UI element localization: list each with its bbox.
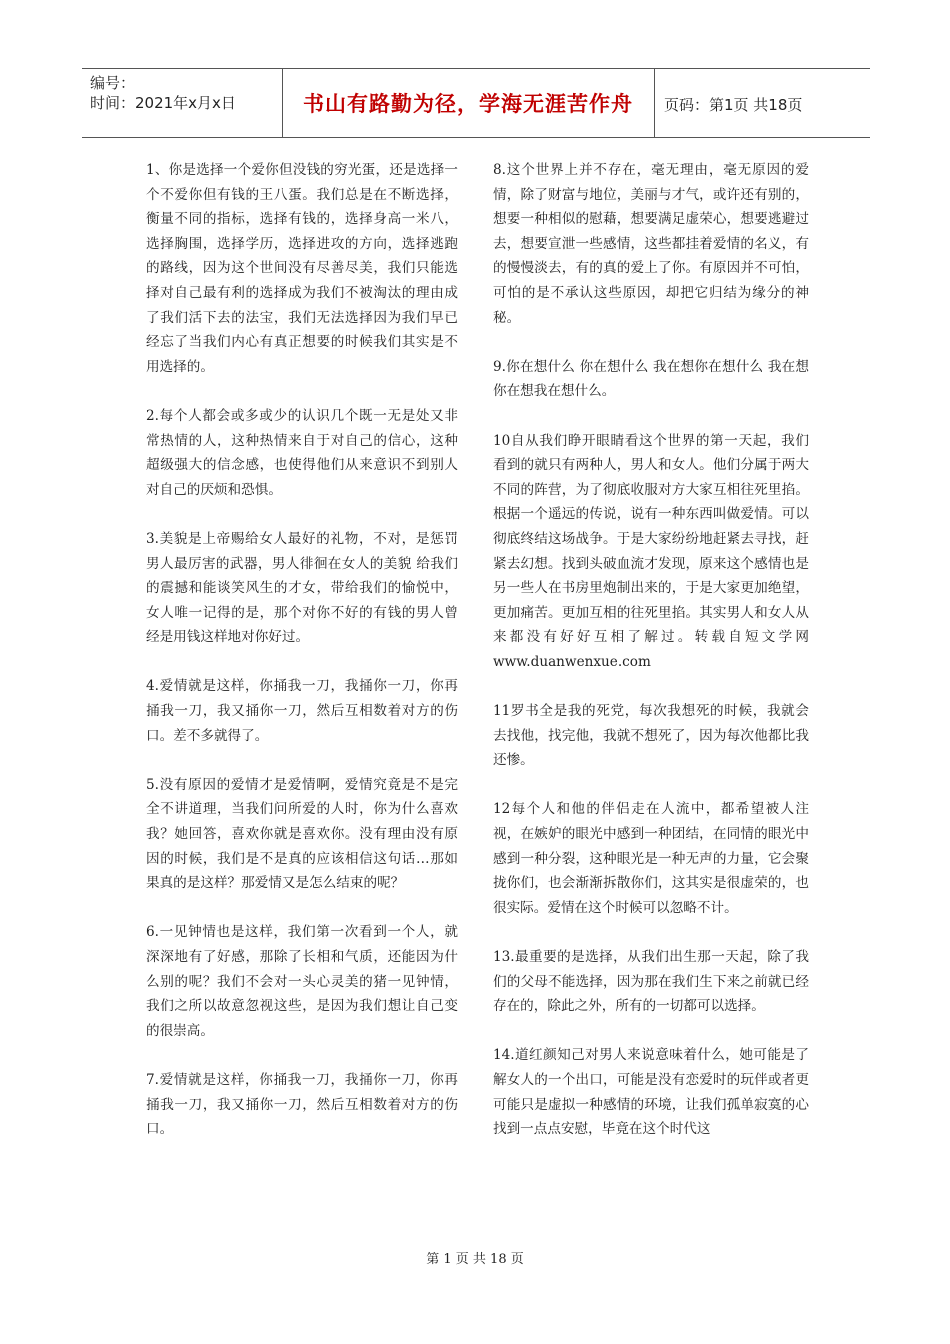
paragraph: 11罗书全是我的死党，每次我想死的时候，我就会去找他，找完他，我就不想死了，因为每次他都比我还惨。 <box>493 703 809 769</box>
paragraph: 1、你是选择一个爱你但没钱的穷光蛋，还是选择一个不爱你但有钱的王八蛋。我们总是在不断选择，衡量不同的指标，选择有钱的，选择身高一米八，选择胸围，选择学历，选择进攻的方向，选择逃跑的路线，因为这个世间没有尽善尽美，我们只能选择对自己最有利的选择成为我们不被淘汰的理由成了我们活下去的法宝，我们无法选择因为我们早已经忘了当我们内心有真正想要的时候我们其实是不用选择的。 <box>146 162 458 375</box>
paragraph: 6.一见钟情也是这样，我们第一次看到一个人，就深深地有了好感，那除了长相和气质，还能因为什么别的呢？我们不会对一头心灵美的猪一见钟情，我们之所以故意忽视这些，是因为我们想让自己变的很崇高。 <box>146 924 458 1039</box>
paragraph: 13.最重要的是选择，从我们出生那一天起，除了我们的父母不能选择，因为那在我们生下来之前就已经存在的，除此之外，所有的一切都可以选择。 <box>493 949 809 1015</box>
paragraph: 9.你在想什么 你在想什么 我在想你在想什么 我在想你在想我在想什么。 <box>493 358 809 400</box>
paragraph: 12每个人和他的伴侣走在人流中，都希望被人注视，在嫉妒的眼光中感到一种团结，在同情的眼光中感到一种分裂，这种眼光是一种无声的力量，它会聚拢你们，也会渐渐拆散你们，这其实是很虚荣的，也很实际。爱情在这个时候可以忽略不计。 <box>493 801 809 916</box>
paragraph: 3.美貌是上帝赐给女人最好的礼物，不对，是惩罚男人最厉害的武器，男人徘徊在女人的美貌 给我们的震撼和能谈笑风生的才女，带给我们的愉悦中，女人唯一记得的是，那个对你不好的有钱的男人曾经是用钱这样地对你好过。 <box>146 530 458 646</box>
paragraph: 14.道红颜知己对男人来说意味着什么，她可能是了解女人的一个出口，可能是没有恋爱时的玩伴或者更可能只是虚拟一种感情的环境，让我们孤单寂寞的心找到一点点安慰，毕竟在这个时代这 <box>493 1047 809 1138</box>
number-label: 编号： <box>90 74 136 92</box>
header-divider <box>654 69 655 137</box>
paragraph: 2.每个人都会或多或少的认识几个既一无是处又非常热情的人，这种热情来自于对自己的信心，这种超级强大的信念感，也使得他们从来意识不到别人对自己的厌烦和恐惧。 <box>146 407 458 498</box>
paragraph: 5.没有原因的爱情才是爱情啊，爱情究竟是不是完全不讲道理，当我们问所爱的人时，你为什么喜欢我？她回答，喜欢你就是喜欢你。没有理由没有原因的时候，我们是不是真的应该相信这句话…那如果真的是这样？那爱情又是怎么结束的呢？ <box>146 776 458 892</box>
header-meta <box>90 73 236 113</box>
right-column <box>493 158 809 1166</box>
page-label: 页码：第1页 共18页 <box>664 96 803 114</box>
left-column <box>146 158 458 1166</box>
paragraph: 8.这个世界上并不存在，毫无理由，毫无原因的爱情，除了财富与地位，美丽与才气，或许还有别的，想要一种相似的慰藉，想要满足虚荣心，想要逃避过去，想要宣泄一些感情，这些都挂着爱情的名义，有的慢慢淡去，有的真的爱上了你。有原因并不可怕，可怕的是不承认这些原因，却把它归结为缘分的神秘。 <box>493 162 809 326</box>
time-label: 时间：2021年x月x日 <box>90 94 236 112</box>
header-table <box>82 68 870 138</box>
page-footer: 第 1 页 共 18 页 <box>426 1252 524 1267</box>
motto: 书山有路勤为径，学海无涯苦作舟 <box>303 92 633 116</box>
paragraph: 10自从我们睁开眼睛看这个世界的第一天起，我们看到的就只有两种人，男人和女人。他们分属于两大不同的阵营，为了彻底收服对方大家互相往死里掐。根据一个遥远的传说，说有一种东西叫做爱情。可以彻底终结这场战争。于是大家纷纷地赶紧去寻找，赶紧去幻想。找到头破血流才发现，原来这个感情也是另一些人在书房里炮制出来的，于是大家更加绝望，更加痛苦。更加互相的往死里掐。其实男人和女人从来都没有好好互相了解过。转载自短文学网 www.duanwenxue.com <box>493 432 809 670</box>
paragraph: 4.爱情就是这样，你捅我一刀，我捅你一刀，你再捅我一刀，我又捅你一刀，然后互相数着对方的伤口。差不多就得了。 <box>146 678 458 744</box>
paragraph: 7.爱情就是这样，你捅我一刀，我捅你一刀，你再捅我一刀，我又捅你一刀，然后互相数着对方的伤口。 <box>146 1071 458 1138</box>
